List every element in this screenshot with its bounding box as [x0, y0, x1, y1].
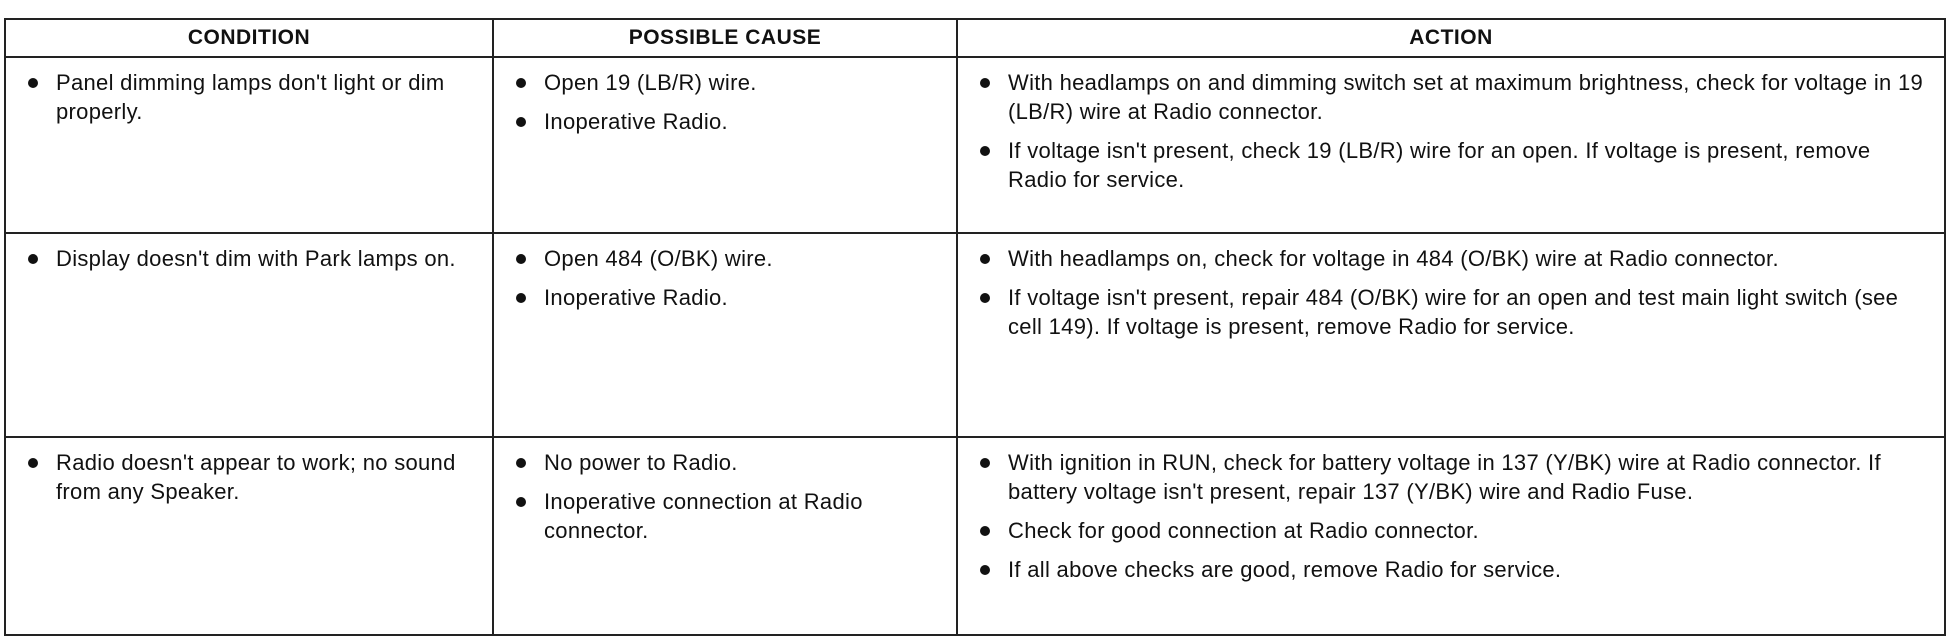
bullet-icon	[516, 497, 526, 507]
bullet-icon	[516, 254, 526, 264]
action-item	[972, 68, 1930, 126]
action-item	[972, 283, 1930, 341]
condition-text: Display doesn't dim with Park lamps on.	[56, 246, 456, 271]
cause-text: Open 484 (O/BK) wire.	[544, 246, 773, 271]
action-item	[972, 555, 1930, 584]
cause-item	[508, 448, 942, 477]
action-text: Check for good connection at Radio connector.	[1008, 518, 1479, 543]
table-row	[5, 233, 1945, 437]
bullet-icon	[516, 78, 526, 88]
condition-cell	[5, 233, 493, 437]
cause-cell	[493, 233, 957, 437]
condition-cell	[5, 57, 493, 233]
condition-item	[20, 244, 478, 273]
bullet-icon	[980, 78, 990, 88]
bullet-icon	[980, 146, 990, 156]
table-row	[5, 57, 1945, 233]
bullet-icon	[28, 254, 38, 264]
bullet-icon	[980, 293, 990, 303]
header-action: ACTION	[957, 19, 1945, 57]
bullet-icon	[516, 293, 526, 303]
action-item	[972, 448, 1930, 506]
condition-cell	[5, 437, 493, 635]
action-text: If voltage isn't present, check 19 (LB/R) wire for an open. If voltage is present, remove Radio for service.	[1008, 138, 1871, 192]
action-item	[972, 244, 1930, 273]
action-cell	[957, 57, 1945, 233]
action-item	[972, 516, 1930, 545]
bullet-icon	[980, 565, 990, 575]
cause-text: Open 19 (LB/R) wire.	[544, 70, 757, 95]
header-row	[5, 19, 1945, 57]
action-text: If all above checks are good, remove Radio for service.	[1008, 557, 1562, 582]
bullet-icon	[516, 458, 526, 468]
action-cell	[957, 233, 1945, 437]
cause-text: Inoperative Radio.	[544, 109, 728, 134]
action-item	[972, 136, 1930, 194]
header-possible-cause: POSSIBLE CAUSE	[493, 19, 957, 57]
cause-item	[508, 487, 942, 545]
action-text: With ignition in RUN, check for battery voltage in 137 (Y/BK) wire at Radio connector. If battery voltage isn't present, repair 137 (Y/BK) wire and Radio Fuse.	[1008, 450, 1881, 504]
condition-text: Panel dimming lamps don't light or dim properly.	[56, 70, 445, 124]
bullet-icon	[980, 526, 990, 536]
cause-item	[508, 244, 942, 273]
condition-item	[20, 68, 478, 126]
cause-item	[508, 68, 942, 97]
condition-text: Radio doesn't appear to work; no sound from any Speaker.	[56, 450, 456, 504]
cause-item	[508, 283, 942, 312]
bullet-icon	[28, 78, 38, 88]
action-text: With headlamps on and dimming switch set at maximum brightness, check for voltage in 19 (LB/R) wire at Radio connector.	[1008, 70, 1924, 124]
action-cell	[957, 437, 1945, 635]
action-text: With headlamps on, check for voltage in 484 (O/BK) wire at Radio connector.	[1008, 246, 1779, 271]
cause-text: Inoperative Radio.	[544, 285, 728, 310]
table-row	[5, 437, 1945, 635]
cause-item	[508, 107, 942, 136]
header-condition: CONDITION	[5, 19, 493, 57]
condition-item	[20, 448, 478, 506]
cause-text: No power to Radio.	[544, 450, 738, 475]
bullet-icon	[980, 458, 990, 468]
bullet-icon	[28, 458, 38, 468]
action-text: If voltage isn't present, repair 484 (O/BK) wire for an open and test main light switch (see cell 149). If voltage is present, remove Radio for service.	[1008, 285, 1899, 339]
cause-text: Inoperative connection at Radio connector.	[544, 489, 863, 543]
diagnostic-table	[4, 18, 1946, 636]
cause-cell	[493, 437, 957, 635]
cause-cell	[493, 57, 957, 233]
bullet-icon	[516, 117, 526, 127]
bullet-icon	[980, 254, 990, 264]
